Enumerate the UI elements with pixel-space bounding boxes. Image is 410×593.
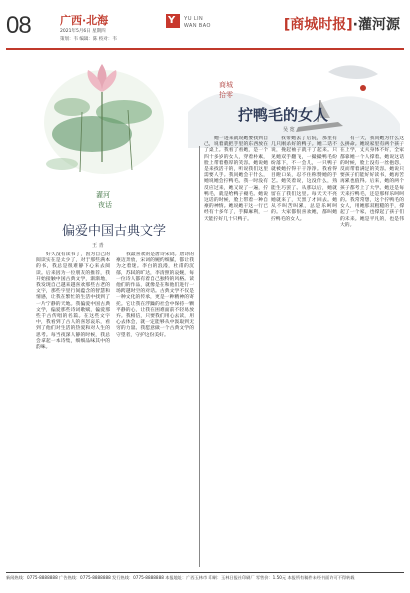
- editor-credits: 策划：韦 编辑：陈 校对：韦: [60, 37, 117, 42]
- right-article-paragraph-3: 有一天，我问她为什么这么拼命。她说家里有两个孩子在上学，丈夫身体不好，全家都靠她一个人撑着。她说这话的时候，脸上没有一丝抱怨，反而带着满足的笑容。她说只要孩子们能好好读书，她再苦再累也值得。后来，她的两个孩子都考上了大学。她还是每天来拧鸭毛，还是那样乐呵呵的。我常常想，这个拧鸭毛的女人，用她那双粗糙的手，撑起了一个家，也撑起了孩子们的未来。她是平凡的，也是伟大的。: [340, 136, 404, 228]
- right-article-col-2: [271, 136, 337, 568]
- masthead: 广西·北海: [60, 14, 109, 27]
- right-column-label-2: 拾零: [219, 91, 233, 99]
- section-title-main: [商城时报]: [283, 17, 353, 33]
- right-article-author: 吴 宽: [283, 127, 295, 133]
- section-title: [284, 14, 400, 34]
- right-article-paragraph-2: 我带她去了后院，那里有几只刚杀好的鸭子。她二话不说，挽起袖子就干了起来。只见她双手翻飞，一撮撮鸭毛纷纷落下，不一会儿，一只鸭子就被她拧得干干净净。我看得目瞪口呆，忍不住称赞她的手艺。她笑着说，这没什么，熟能生巧罢了。从那以后，她就留在了我们这里。每天天不亮她就来了，天黑了才回去。她从不叫苦叫累，总是乐呵呵的。大家都很喜欢她，都叫她拧鸭毛的女人。: [271, 136, 337, 222]
- left-article-col-2: [116, 252, 194, 568]
- left-article-author: 王 青: [92, 243, 104, 249]
- right-article-title: 拧鸭毛的女人: [238, 106, 329, 124]
- left-article-paragraph-2: 我最喜欢的是唐诗宋词。唐诗的豪迈奔放，宋词的婉约细腻，都让我为之着迷。李白的浪漫，杜甫的沉郁，苏轼的旷达，李清照的哀婉，每一位诗人都有着自己独特的风格。读他们的作品，就像是在和他们进行一场跨越时空的对话。古典文学不仅是一种文化的传承，更是一种精神的寄托。它让我在浮躁的社会中保持一颗平静的心，让我在困难面前不轻易放弃。我相信，只要我们用心去读，用心去体会，就一定能够从中汲取到无穷的力量。我愿意做一个古典文学的守望者，守护这份美好。: [116, 252, 194, 338]
- footer-text: 新闻热线：0775-8888888 广告热线：0775-8888888 发行热线：0775-8888888 本报地址：广西玉林市 印刷：玉林日报社印刷厂 零售价：1.50元 本报所有稿件未经书面许可不得转载: [6, 575, 355, 580]
- page-header: [0, 0, 410, 50]
- right-article-paragraph-1: 她一进来就说她要找到自己，说着就把手里的东西放在了桌上。我看了看她，是一个四十多岁的女人，穿着朴素，脸上带着憨厚的笑容。她说她是来找活干的，听说我们这里需要人手。我问她会干什么，她说她会拧鸭毛。我一时没有反应过来，她又说了一遍，拧鸭毛，就是给鸭子褪毛。她说这话的时候，脸上带着一种自豪的神情。她说她干这一行已经有十多年了，手脚麻利，一天能拧好几十只鸭子。: [204, 136, 268, 222]
- column-divider: [199, 146, 200, 567]
- left-article-col-1: [36, 252, 110, 568]
- left-article-title: 偏爱中国古典文学: [62, 224, 167, 239]
- lotus-illustration: [32, 52, 170, 200]
- yulin-logo-en-1: YU LIN: [184, 16, 204, 22]
- page-number: 08: [6, 12, 31, 39]
- header-rule: [6, 48, 404, 50]
- yulin-logo-en-2: WAN BAO: [184, 23, 211, 29]
- right-column-label-1: 商城: [219, 81, 233, 89]
- ink-painting-illustration: [178, 52, 404, 148]
- page-footer: [6, 572, 404, 587]
- right-article-col-3: [340, 136, 404, 568]
- left-column-label-2: 夜话: [98, 201, 112, 209]
- issue-date: 2021年5月6日 星期四: [60, 29, 106, 34]
- left-article-paragraph-1: 好久没有读书了，因为自己的阅读实在是太少了，对于那些满本的书，我总是很难静下心来去阅读。后来因为一位朋友的推荐，我开始接触中国古典文学，渐渐地，我发现自己越来越喜欢那些古老的文字，那些字里行间蕴含的智慧和情感，让我在繁忙的生活中找到了一片宁静的天地。我偏爱中国古典文学，偏爱那些诗词歌赋，偏爱那些千古传唱的名篇。在这些文字中，我看到了古人的喜怒哀乐，看到了他们对生活的热爱和对人生的思考。每当夜深人静的时候，我总会拿起一本诗集，细细品味其中的韵味。: [36, 252, 110, 351]
- right-article-col-1: [204, 136, 268, 568]
- left-column-label-1: 灌河: [96, 191, 110, 199]
- yulin-logo-glyph: Y: [168, 15, 176, 26]
- section-title-sub: ·灌河源: [352, 17, 400, 33]
